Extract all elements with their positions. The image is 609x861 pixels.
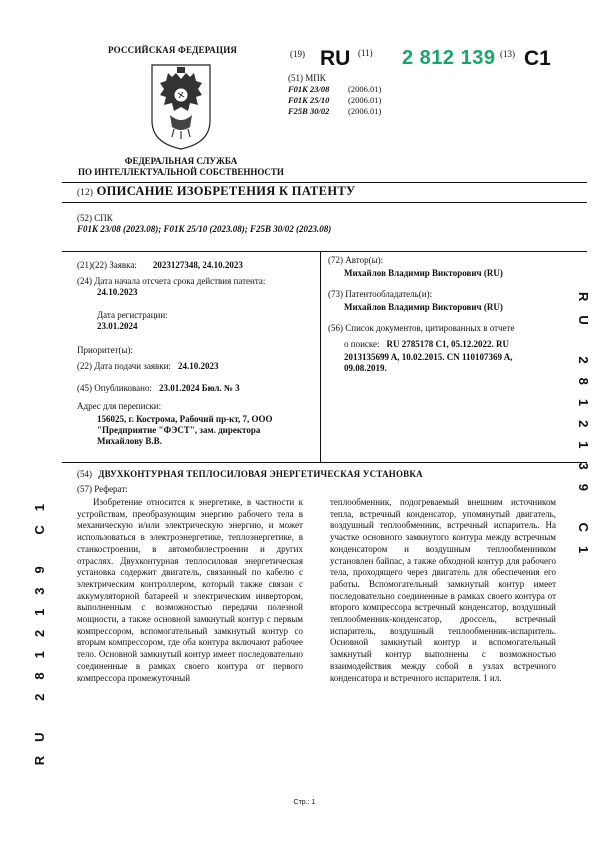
term-value: 24.10.2023 — [97, 287, 138, 297]
owner-value: Михайлов Владимир Викторович (RU) — [344, 302, 503, 312]
agency-line-1: ФЕДЕРАЛЬНАЯ СЛУЖБА — [124, 156, 238, 166]
owner-label: (73) Патентообладатель(и): — [328, 289, 433, 299]
ipc-row — [288, 95, 381, 106]
ipc-block — [288, 73, 381, 117]
title-num: (12) — [77, 187, 94, 197]
application-value: 2023127348, 24.10.2023 — [152, 260, 243, 270]
priority-block — [77, 345, 218, 374]
info-divider — [320, 251, 321, 462]
document-title — [77, 184, 355, 199]
ipc-year: (2006.01) — [348, 106, 382, 116]
kind-code: C1 — [524, 47, 551, 70]
author-value: Михайлов Владимир Викторович (RU) — [344, 268, 503, 278]
spk-value: F01K 23/08 (2023.08); F01K 25/10 (2023.08); F25B 30/02 (2023.08) — [77, 224, 332, 234]
ipc-code: F01K 23/08 — [288, 84, 330, 94]
abstract-label: (57) Реферат: — [77, 484, 128, 494]
side-patent-code-right: RU 2812139 C1 — [576, 292, 591, 568]
field-13-label: (13) — [500, 49, 515, 59]
title-top-rule — [62, 182, 587, 183]
address-line: Михайлову В.В. — [97, 436, 162, 446]
owner-block — [328, 289, 503, 313]
registration-label: Дата регистрации: — [97, 310, 168, 320]
registration-value: 23.01.2024 — [97, 321, 138, 331]
invention-title-row — [77, 469, 423, 479]
address-line: "Предприятие "ФЭСТ", зам. директора — [97, 425, 261, 435]
cited-doc: 09.08.2019. — [344, 363, 387, 373]
address-line: 156025, г. Кострома, Рабочий пр-кт, 7, ООО — [97, 414, 273, 424]
spk-label: (52) СПК — [77, 213, 113, 223]
published-row — [77, 378, 240, 396]
country-name: РОССИЙСКАЯ ФЕДЕРАЦИЯ — [108, 45, 238, 55]
info-top-rule — [62, 251, 587, 252]
cited-docs-block — [328, 323, 558, 374]
priority-label: Приоритет(ы): — [77, 345, 134, 355]
cited-doc: 2013135699 A, 10.02.2015. CN 110107369 A, — [344, 352, 513, 362]
ipc-code: F25B 30/02 — [288, 106, 330, 116]
application-label: (21)(22) Заявка: — [77, 260, 137, 270]
field-11-label: (11) — [358, 48, 373, 58]
ipc-year: (2006.01) — [348, 95, 382, 105]
cited-docs-label-2: о поиске: — [344, 339, 380, 349]
ipc-row — [288, 84, 381, 95]
ipc-year: (2006.01) — [348, 84, 382, 94]
published-value: 23.01.2024 Бюл. № 3 — [158, 383, 240, 393]
field-19-label: (19) — [290, 49, 305, 59]
author-label: (72) Автор(ы): — [328, 255, 384, 265]
agency-name — [66, 156, 296, 178]
published-label: (45) Опубликовано: — [77, 383, 152, 393]
term-label: (24) Дата начала отсчета срока действия патента: — [77, 276, 266, 286]
address-block — [77, 401, 273, 447]
ipc-row — [288, 106, 381, 117]
page-number: Стр.: 1 — [293, 799, 316, 806]
side-patent-code-left: RU 2812139 C1 — [32, 490, 47, 766]
filing-value: 24.10.2023 — [177, 361, 219, 371]
invention-num: (54) — [77, 469, 92, 479]
term-block — [77, 276, 265, 298]
abstract-text-2: теплообменник, подогреваемый внешним источником тепла, встречный конденсатор, упомянутый двигатель, воздушный теплообменник, встречный испаритель. На участке основного замкнутого контура между встречным конденсатором и воздушным теплообменником установлен байпас, а также обходной контур для рабочего тела, проходящего через двигатель для обеспечения его работы. Вспомогательный замкнутый контур имеет последовательно соединенные в рамках своего контура от второго компрессора встречный конденсатор, воздушный теплообменник-конденсатор, дроссель, встречный испаритель, воздушный теплообменник-испаритель. Основной замкнутый контур и вспомогательный замкнутый контур выполнены с возможностью взаимодействия между собой в узлах встречного конденсатора и встречного испарителя. 1 ил. — [330, 497, 556, 683]
cited-doc: RU 2785178 C1, 05.12.2022. RU — [386, 339, 510, 349]
filing-label: (22) Дата подачи заявки: — [77, 361, 171, 371]
country-code: RU — [320, 47, 351, 70]
author-block — [328, 255, 503, 279]
ipc-label: (51) МПК — [288, 73, 326, 83]
coat-of-arms-emblem — [150, 63, 212, 151]
registration-block — [97, 310, 168, 332]
title-text: ОПИСАНИЕ ИЗОБРЕТЕНИЯ К ПАТЕНТУ — [96, 184, 356, 198]
address-label: Адрес для переписки: — [77, 401, 162, 411]
application-row — [77, 255, 243, 273]
agency-line-2: ПО ИНТЕЛЛЕКТУАЛЬНОЙ СОБСТВЕННОСТИ — [78, 167, 284, 177]
abstract-column-2 — [330, 497, 556, 684]
spk-block — [77, 213, 331, 235]
ipc-code: F01K 25/10 — [288, 95, 330, 105]
cited-docs-label: (56) Список документов, цитированных в отчете — [328, 323, 515, 333]
abstract-column-1 — [77, 497, 303, 684]
patent-number: 2 812 139 — [402, 47, 496, 69]
invention-name: ДВУХКОНТУРНАЯ ТЕПЛОСИЛОВАЯ ЭНЕРГЕТИЧЕСКАЯ УСТАНОВКА — [98, 469, 423, 479]
title-bottom-rule — [62, 202, 587, 203]
info-bottom-rule — [62, 462, 587, 463]
abstract-text-1: Изобретение относится к энергетике, в частности к устройствам, преобразующим энергию рабочего тела в механическую и/или электрическую энергию, и может использоваться в электроэнергетике, теплоэнергетике, в станкостроении, в автомобилестроении и других отраслях. Двухконтурная теплосиловая энергетическая установка содержит двигатель, связанный по кабелю с электрическим контроллером, который также связан с аккумуляторной батареей и электрическим инвертором, выполненным с возможностью передачи полезной мощности, а также основной замкнутый контур с первым компрессором, вспомогательный замкнутый контур со вторым компрессором, где оба контура включают рабочее тело. Основной замкнутый контур имеет последовательно соединенные в рамках своего контура от первого компрессора промежуточный — [77, 497, 303, 683]
